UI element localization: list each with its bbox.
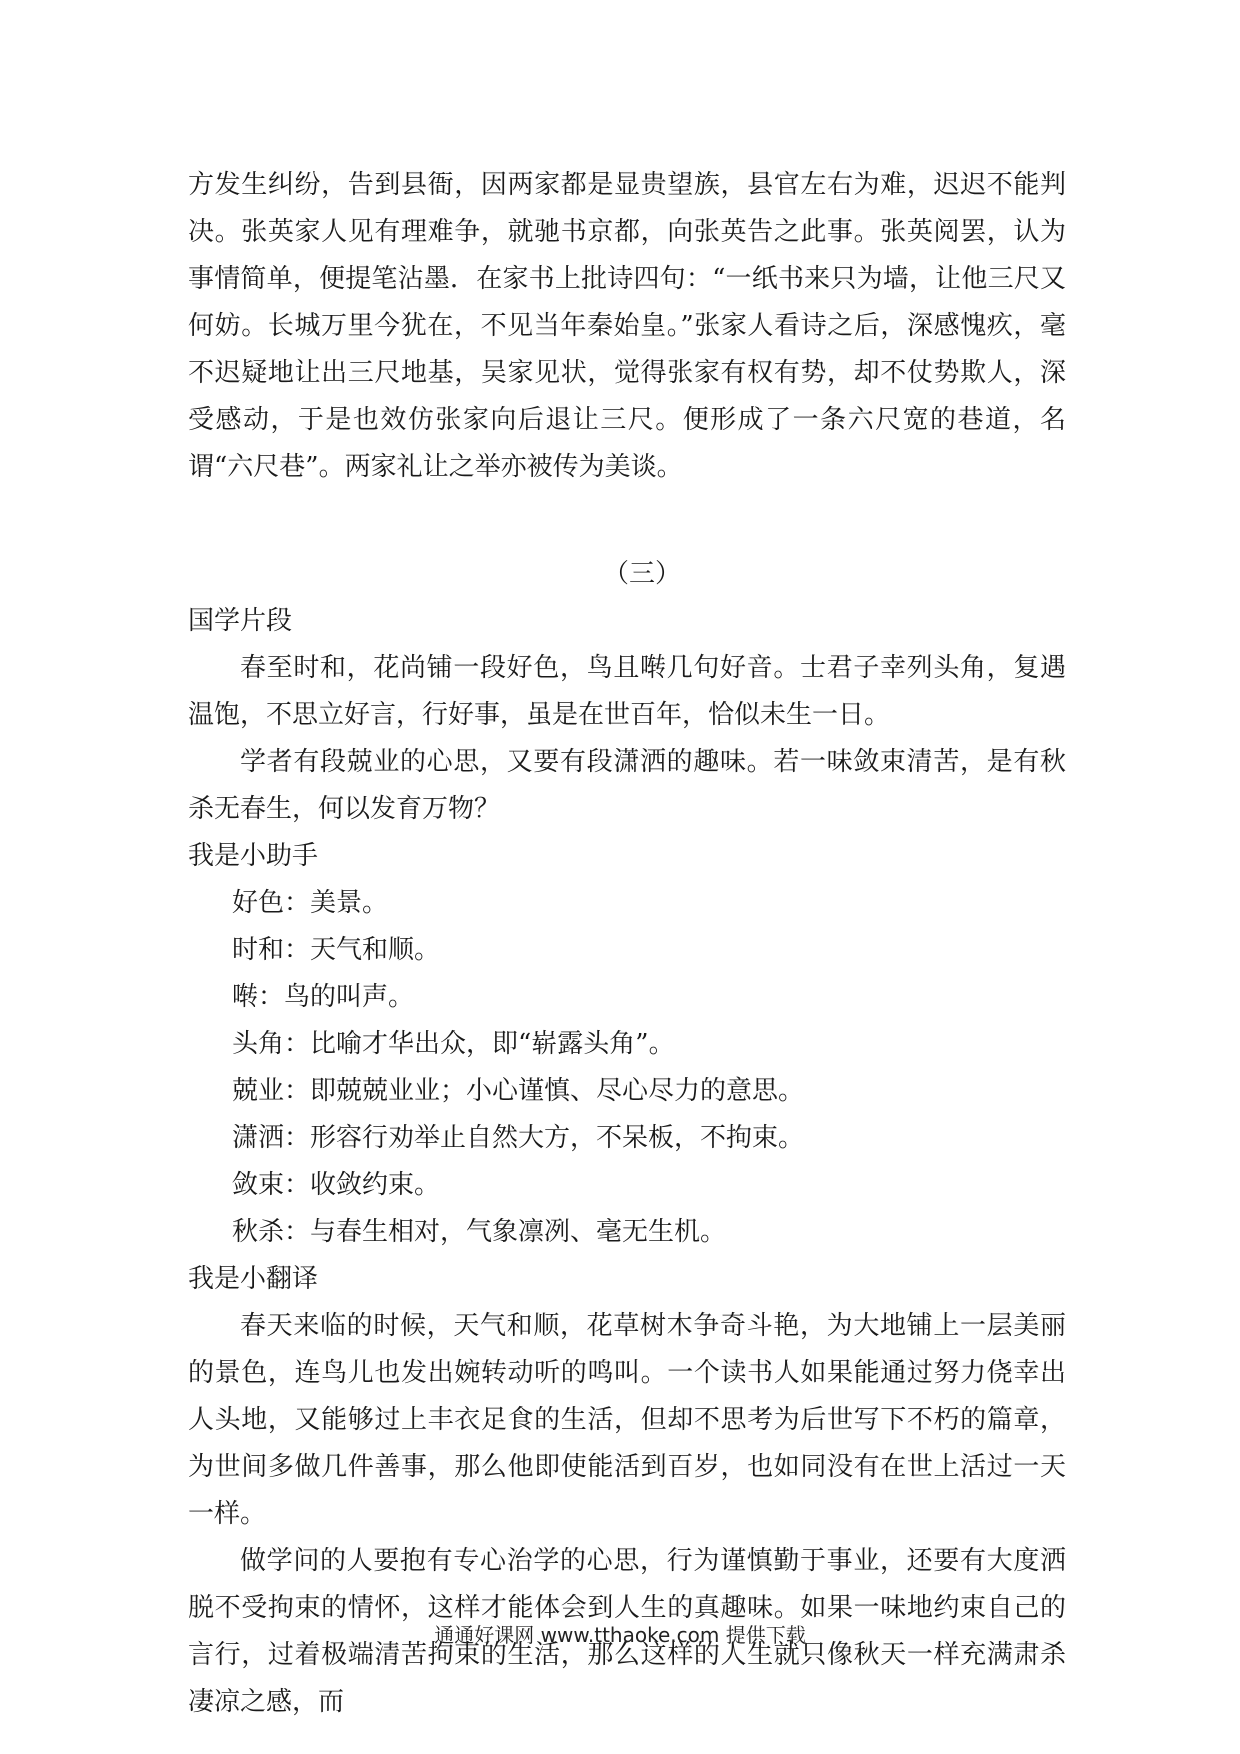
gloss-item: 秋杀：与春生相对，气象凛冽、毫无生机。 bbox=[232, 1217, 727, 1247]
gloss-item: 啭：鸟的叫声。 bbox=[232, 982, 415, 1012]
page-footer: 通通好课网 www.tthaoke.com 提供下载 bbox=[434, 1623, 806, 1647]
gloss-item: 敛束：收敛约束。 bbox=[232, 1170, 441, 1200]
gloss-item: 好色：美景。 bbox=[232, 888, 389, 918]
guoxue-heading: 国学片段 bbox=[188, 606, 293, 636]
gloss-list bbox=[188, 880, 1066, 1256]
translation-paragraph-2: 做学问的人要抱有专心治学的心思，行为谨慎勤于事业，还要有大度洒脱不受拘束的情怀，这样才能体会到人生的真趣味。如果一味地约束自己的言行，过着极端清苦拘束的生活，那么这样的人生就只像秋天一样充满肃杀凄凉之感，而 bbox=[188, 1546, 1066, 1717]
intro-paragraph: 方发生纠纷，告到县衙，因两家都是显贵望族，县官左右为难，迟迟不能判决。张英家人见有理难争，就驰书京都，向张英告之此事。张英阅罢，认为事情简单，便提笔沾墨．在家书上批诗四句：“一纸书来只为墙，让他三尺又何妨。长城万里今犹在，不见当年秦始皇。”张家人看诗之后，深感愧疚，毫不迟疑地让出三尺地基，吴家见状，觉得张家有权有势，却不仗势欺人，深受感动，于是也效仿张家向后退让三尺。便形成了一条六尺宽的巷道，名谓“六尺巷”。两家礼让之举亦被传为美谈。 bbox=[188, 170, 1066, 482]
gloss-item: 时和：天气和顺。 bbox=[232, 935, 441, 965]
gloss-item: 兢业：即兢兢业业；小心谨慎、尽心尽力的意思。 bbox=[232, 1076, 805, 1106]
helper-heading: 我是小助手 bbox=[188, 841, 319, 871]
document-body bbox=[188, 162, 1066, 1726]
translation-paragraph-1: 春天来临的时候，天气和顺，花草树木争奇斗艳，为大地铺上一层美丽的景色，连鸟儿也发出婉转动听的鸣叫。一个读书人如果能通过努力侥幸出人头地，又能够过上丰衣足食的生活，但却不思考为后世写下不朽的篇章，为世间多做几件善事，那么他即使能活到百岁，也如同没有在世上活过一天一样。 bbox=[188, 1311, 1066, 1529]
translator-heading: 我是小翻译 bbox=[188, 1264, 319, 1294]
gloss-item: 头角：比喻才华出众，即“崭露头角”。 bbox=[232, 1029, 675, 1059]
guoxue-paragraph-1: 春至时和，花尚铺一段好色，鸟且啭几句好音。士君子幸列头角，复遇温饱，不思立好言，行好事，虽是在世百年，恰似未生一日。 bbox=[188, 653, 1066, 730]
section-number: （三） bbox=[602, 559, 681, 589]
guoxue-paragraph-2: 学者有段兢业的心思，又要有段潇洒的趣味。若一味敛束清苦，是有秋杀无春生，何以发育万物？ bbox=[188, 747, 1066, 824]
gloss-item: 潇洒：形容行劝举止自然大方，不呆板，不拘束。 bbox=[232, 1123, 805, 1153]
